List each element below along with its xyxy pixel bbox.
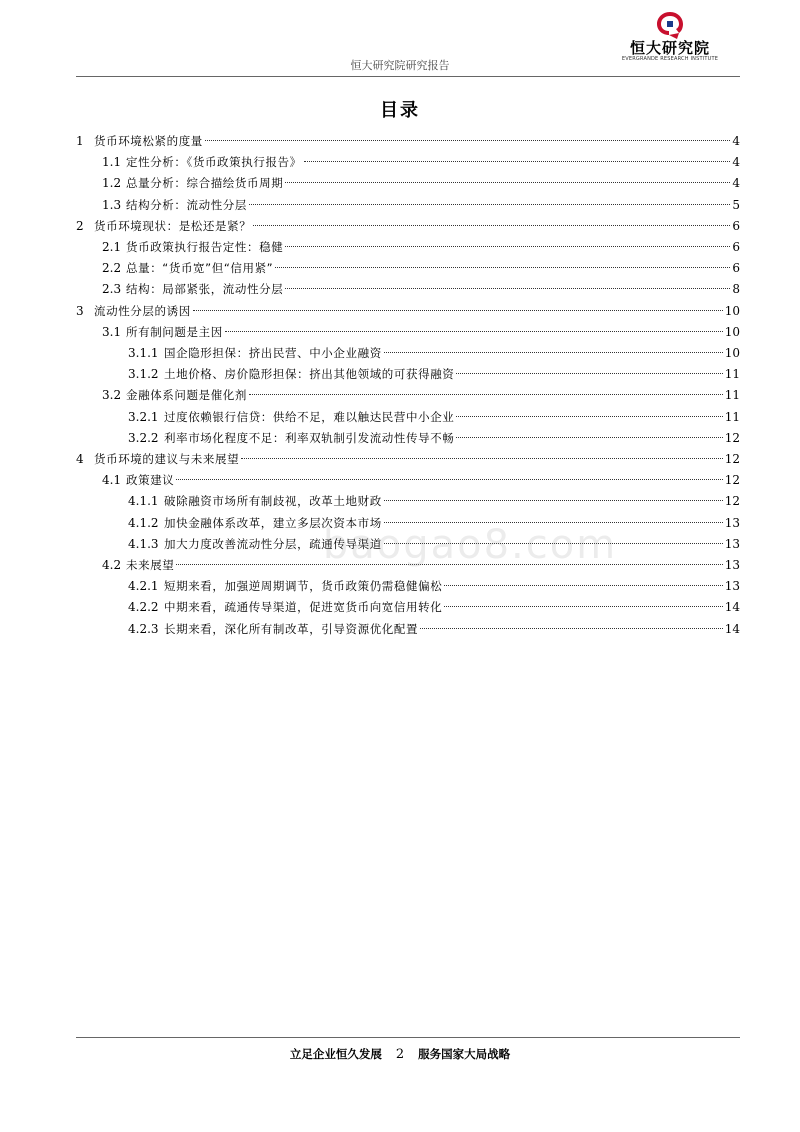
toc-entry-title: 金融体系问题是催化剂 — [126, 388, 247, 403]
toc-entry-page: 4 — [732, 155, 740, 170]
toc-entry[interactable] — [102, 237, 740, 257]
toc-entry-page: 5 — [732, 197, 740, 212]
toc-entry-page: 12 — [724, 452, 740, 466]
toc-entry-page: 14 — [724, 600, 740, 615]
toc-entry[interactable] — [76, 216, 740, 236]
toc-entry[interactable] — [128, 491, 740, 511]
toc-entry[interactable] — [128, 428, 740, 448]
toc-entry-title: 所有制问题是主因 — [126, 324, 223, 339]
toc-entry-number: 1.1 — [102, 155, 122, 170]
toc-entry-number: 2 — [76, 218, 84, 233]
toc-entry-number: 4.2.3 — [128, 621, 159, 636]
toc-entry-page: 13 — [724, 536, 740, 551]
toc-entry-page: 13 — [724, 558, 740, 572]
report-series-title: 恒大研究院研究报告 — [350, 59, 450, 72]
toc-entry-title: 货币环境松紧的度量 — [94, 134, 203, 148]
toc-entry[interactable] — [102, 152, 740, 172]
toc-leader-dots — [456, 436, 722, 438]
toc-entry-title: 短期来看，加强逆周期调节，货币政策仍需稳健偏松 — [164, 579, 443, 594]
toc-entry-number: 3.2.2 — [128, 430, 159, 445]
toc-leader-dots — [456, 415, 722, 417]
toc-entry-number: 2.3 — [102, 282, 122, 297]
toc-entry-page: 11 — [724, 409, 740, 424]
toc-entry-number: 4.1.2 — [128, 515, 159, 530]
toc-entry-title: 长期来看，深化所有制改革，引导资源优化配置 — [164, 621, 419, 636]
toc-entry-title: 过度依赖银行信贷：供给不足，难以触达民营中小企业 — [164, 409, 455, 424]
toc-entry-page: 10 — [724, 346, 740, 360]
toc-leader-dots — [420, 627, 723, 629]
toc-leader-dots — [193, 309, 723, 311]
toc-entry-page: 8 — [732, 282, 740, 297]
toc-entry-title: 结构分析：流动性分层 — [126, 197, 247, 212]
toc-entry-page: 13 — [724, 515, 740, 530]
toc-leader-dots — [249, 393, 723, 395]
toc-entry-page: 12 — [724, 473, 740, 488]
toc-entry[interactable] — [76, 131, 740, 151]
toc-entry-number: 3.2 — [102, 388, 122, 403]
toc-entry[interactable] — [102, 195, 740, 215]
toc-entry-number: 1.3 — [102, 197, 122, 212]
toc-entry-title: 货币环境现状：是松还是紧？ — [94, 218, 252, 233]
toc-leader-dots — [253, 224, 730, 226]
toc-leader-dots — [205, 139, 730, 141]
toc-entry-page: 14 — [724, 621, 740, 636]
toc-entry-title: 加大力度改善流动性分层，疏通传导渠道 — [164, 536, 382, 551]
toc-entry-number: 1 — [76, 134, 84, 148]
toc-entry-number: 4.1.1 — [128, 494, 159, 509]
toc-leader-dots — [456, 372, 722, 374]
toc-entry-page: 10 — [724, 324, 740, 339]
toc-entry[interactable] — [76, 301, 740, 321]
toc-entry-title: 总量分析：综合描绘货币周期 — [126, 176, 284, 191]
toc-entry[interactable] — [76, 449, 740, 469]
toc-entry[interactable] — [102, 173, 740, 193]
logo-subtitle: EVERGRANDE RESEARCH INSTITUTE — [621, 56, 719, 62]
footer-divider — [76, 1037, 740, 1038]
toc-leader-dots — [225, 330, 723, 332]
watermark: baogao8.com — [322, 522, 618, 568]
toc-entry-title: 结构：局部紧张，流动性分层 — [126, 282, 284, 297]
toc-entry-number: 4.1 — [102, 473, 122, 488]
toc-leader-dots — [285, 287, 730, 289]
logo-name: 恒大研究院 — [629, 39, 710, 57]
toc-entry-title: 总量：“货币宽”但“信用紧” — [126, 261, 274, 276]
toc-entry[interactable] — [128, 343, 740, 363]
toc-entry-page: 6 — [732, 218, 740, 233]
toc-entry-page: 11 — [724, 367, 740, 382]
toc-entry-page: 6 — [732, 240, 740, 254]
toc-leader-dots — [304, 160, 731, 162]
toc-entry-number: 2.1 — [102, 240, 122, 254]
toc-entry-number: 3.1 — [102, 324, 122, 339]
toc-entry-title: 货币环境的建议与未来展望 — [94, 452, 240, 466]
toc-leader-dots — [275, 266, 730, 268]
footer-slogan-right: 服务国家大局战略 — [418, 1047, 511, 1061]
toc-entry-page: 4 — [732, 176, 740, 191]
toc-entry[interactable] — [102, 470, 740, 490]
toc-leader-dots — [384, 499, 723, 501]
toc-entry-title: 货币政策执行报告定性：稳健 — [126, 240, 284, 254]
toc-entry-number: 4.2.1 — [128, 579, 159, 594]
toc-entry[interactable] — [102, 322, 740, 342]
toc-entry-number: 2.2 — [102, 261, 122, 276]
toc-entry-number: 4.2 — [102, 558, 122, 572]
toc-entry-number: 4 — [76, 452, 84, 466]
toc-entry[interactable] — [128, 576, 740, 596]
toc-entry-title: 破除融资市场所有制歧视，改革土地财政 — [164, 494, 382, 509]
toc-leader-dots — [444, 605, 722, 607]
toc-entry[interactable] — [128, 619, 740, 639]
evergrande-logo-icon — [653, 10, 687, 40]
toc-entry-number: 3.2.1 — [128, 409, 159, 424]
toc-entry-title: 土地价格、房价隐形担保：挤出其他领域的可获得融资 — [164, 367, 455, 382]
toc-entry-number: 4.2.2 — [128, 600, 159, 615]
toc-entry-title: 定性分析：《货币政策执行报告》 — [126, 155, 302, 170]
toc-leader-dots — [444, 584, 722, 586]
toc-entry-number: 3 — [76, 303, 84, 318]
toc-entry-title: 流动性分层的诱因 — [94, 303, 191, 318]
toc-leader-dots — [285, 181, 730, 183]
page-footer — [0, 1046, 800, 1062]
toc-entry[interactable] — [102, 258, 740, 278]
toc-entry-number: 4.1.3 — [128, 536, 159, 551]
page-number: 2 — [395, 1047, 405, 1062]
evergrande-logo — [610, 10, 730, 74]
toc-entry-page: 11 — [724, 388, 740, 403]
toc-entry[interactable] — [102, 279, 740, 299]
toc-entry-title: 政策建议 — [126, 473, 175, 488]
toc-entry[interactable] — [128, 364, 740, 384]
toc-leader-dots — [249, 203, 730, 205]
toc-entry[interactable] — [128, 597, 740, 617]
toc-entry-number: 3.1.2 — [128, 367, 159, 382]
toc-entry[interactable] — [128, 407, 740, 427]
toc-entry-page: 4 — [732, 134, 740, 148]
toc-entry-title: 加快金融体系改革，建立多层次资本市场 — [164, 515, 382, 530]
toc-leader-dots — [176, 478, 722, 480]
toc-leader-dots — [241, 457, 723, 459]
toc-entry-page: 13 — [724, 579, 740, 594]
toc-entry-page: 12 — [724, 430, 740, 445]
toc-leader-dots — [384, 351, 723, 353]
toc-entry[interactable] — [102, 385, 740, 405]
toc-entry-page: 12 — [724, 494, 740, 509]
toc-entry-title: 国企隐形担保：挤出民营、中小企业融资 — [164, 346, 382, 360]
toc-heading: 目录 — [380, 100, 420, 121]
header-divider — [76, 76, 740, 77]
toc-leader-dots — [285, 245, 730, 247]
toc-entry-page: 10 — [724, 303, 740, 318]
toc-entry-title: 利率市场化程度不足：利率双轨制引发流动性传导不畅 — [164, 430, 455, 445]
footer-slogan-left: 立足企业恒久发展 — [289, 1047, 382, 1061]
toc-entry-number: 1.2 — [102, 176, 122, 191]
toc-entry-title: 未来展望 — [126, 558, 175, 572]
toc-entry-number: 3.1.1 — [128, 346, 159, 360]
toc-entry-title: 中期来看，疏通传导渠道，促进宽货币向宽信用转化 — [164, 600, 443, 615]
toc-entry-page: 6 — [732, 261, 740, 276]
